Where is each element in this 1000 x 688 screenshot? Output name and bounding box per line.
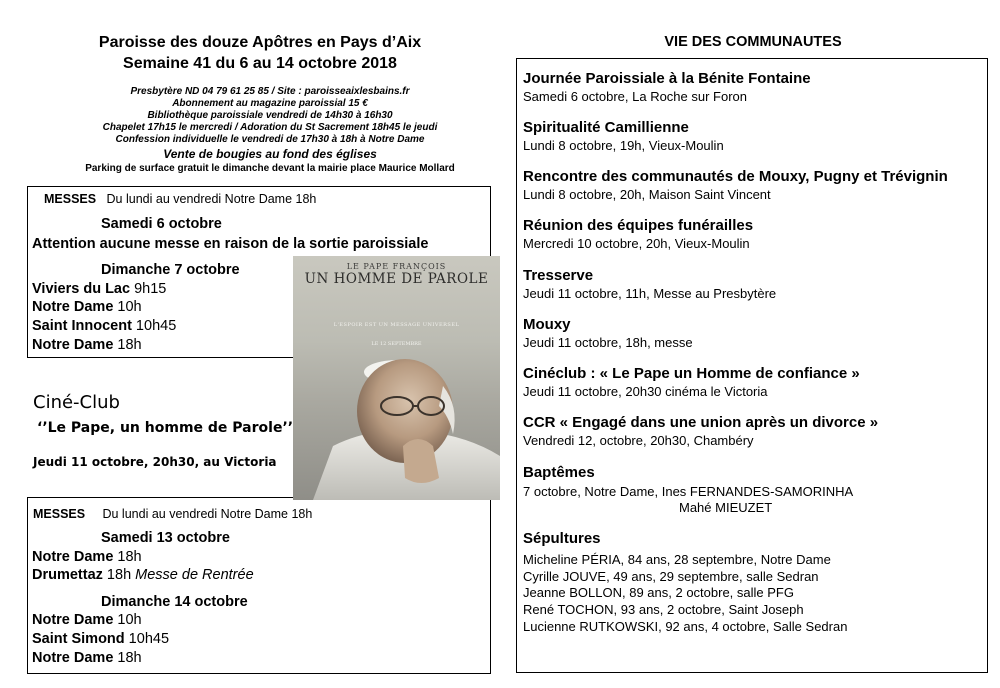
parish-title: Paroisse des douze Apôtres en Pays d’Aix (98, 34, 422, 51)
mass-place: Saint Simond (32, 631, 125, 647)
baptemes-title: Baptêmes (523, 464, 595, 481)
mass-place: Notre Dame (32, 612, 114, 628)
event-title: Cinéclub : « Le Pape un Homme de confiance » (523, 365, 860, 382)
sepulture-line: Lucienne RUTKOWSKI, 92 ans, 4 octobre, Salle Sedran (523, 619, 848, 634)
mass-line (32, 280, 166, 298)
event-title: Journée Paroissiale à la Bénite Fontaine (523, 70, 811, 87)
event-title: Mouxy (523, 316, 571, 333)
mass-time: 18h (102, 567, 136, 583)
event-title: Rencontre des communautés de Mouxy, Pugny et Trévignin (523, 168, 948, 185)
event-detail: Lundi 8 octobre, 19h, Vieux-Moulin (523, 138, 724, 153)
event-detail: Jeudi 11 octobre, 11h, Messe au Presbytère (523, 286, 777, 301)
mass-line (32, 548, 142, 566)
event-detail: Vendredi 12, octobre, 20h30, Chambéry (523, 433, 754, 448)
mass-place: Drumettaz (32, 567, 103, 583)
mass-time: 18h (113, 337, 142, 353)
sepultures-title: Sépultures (523, 530, 601, 547)
mass-line (32, 317, 176, 335)
saturday-note: Attention aucune messe en raison de la sortie paroissiale (32, 236, 429, 252)
sepulture-line: Jeanne BOLLON, 89 ans, 2 octobre, salle PFG (523, 585, 794, 600)
sepulture-line: Cyrille JOUVE, 49 ans, 29 septembre, salle Sedran (523, 569, 819, 584)
event-title: Réunion des équipes funérailles (523, 217, 754, 234)
poster-top-text: LE PAPE FRANÇOIS (346, 262, 447, 271)
mass-time: 9h15 (130, 281, 167, 297)
event-title: Tresserve (523, 267, 594, 284)
mass-line (32, 630, 169, 648)
mass-line (32, 336, 142, 354)
film-poster (293, 256, 500, 500)
mass-line (32, 649, 142, 667)
cineclub-date: Jeudi 11 octobre, 20h30, au Victoria (33, 455, 277, 469)
info-line: Abonnement au magazine paroissial 15 € (172, 98, 368, 109)
saturday-title: Samedi 13 octobre (101, 530, 230, 546)
sepulture-line: René TOCHON, 93 ans, 2 octobre, Saint Joseph (523, 602, 804, 617)
mass-time: 10h45 (124, 631, 170, 647)
bapteme-line: 7 octobre, Notre Dame, Ines FERNANDES-SAMORINHA (523, 484, 854, 499)
mass-line (32, 298, 142, 316)
messes-label: MESSES (44, 192, 97, 206)
weekday-masses: Du lundi au vendredi Notre Dame 18h (106, 192, 317, 206)
mass-place: Viviers du Lac (32, 281, 131, 297)
mass-note: Messe de Rentrée (135, 567, 254, 583)
candles-note: Vente de bougies au fond des églises (163, 147, 377, 161)
mass-time: 18h (113, 650, 142, 666)
pope-portrait-image (293, 256, 500, 500)
info-line: Chapelet 17h15 le mercredi / Adoration du St Sacrement 18h45 le jeudi (102, 122, 438, 133)
info-line: Confession individuelle le vendredi de 17h30 à 18h à Notre Dame (115, 134, 425, 145)
messes-weekday-line (33, 507, 312, 521)
sunday-title: Dimanche 7 octobre (101, 262, 240, 278)
mass-place: Notre Dame (32, 337, 114, 353)
mass-place: Notre Dame (32, 650, 114, 666)
info-line: Presbytère ND 04 79 61 25 85 / Site : paroisseaixlesbains.fr (130, 86, 410, 97)
cineclub-title: Ciné-Club (33, 392, 120, 413)
mass-place: Notre Dame (32, 549, 114, 565)
event-detail: Mercredi 10 octobre, 20h, Vieux-Moulin (523, 236, 750, 251)
saturday-title: Samedi 6 octobre (101, 216, 222, 232)
event-detail: Jeudi 11 octobre, 18h, messe (523, 335, 693, 350)
mass-time: 10h (113, 299, 142, 315)
sunday-title: Dimanche 14 octobre (101, 594, 248, 610)
week-title: Semaine 41 du 6 au 14 octobre 2018 (123, 55, 397, 72)
mass-time: 10h45 (131, 318, 177, 334)
bapteme-line: Mahé MIEUZET (679, 500, 773, 515)
mass-time: 10h (113, 612, 142, 628)
messes-label: MESSES (33, 507, 86, 521)
parking-note: Parking de surface gratuit le dimanche devant la mairie place Maurice Mollard (85, 163, 455, 174)
cineclub-film: ‘’Le Pape, un homme de Parole’’ (37, 420, 294, 436)
weekday-masses: Du lundi au vendredi Notre Dame 18h (102, 507, 313, 521)
poster-release: LE 12 SEPTEMBRE (371, 341, 422, 347)
mass-line (32, 566, 254, 584)
event-detail: Jeudi 11 octobre, 20h30 cinéma le Victoria (523, 384, 768, 399)
info-line: Bibliothèque paroissiale vendredi de 14h30 à 16h30 (147, 110, 393, 121)
poster-tagline: L'ESPOIR EST UN MESSAGE UNIVERSEL (333, 322, 460, 328)
event-detail: Samedi 6 octobre, La Roche sur Foron (523, 89, 748, 104)
event-detail: Lundi 8 octobre, 20h, Maison Saint Vincent (523, 187, 771, 202)
mass-time: 18h (113, 549, 142, 565)
section-heading: VIE DES COMMUNAUTES (664, 34, 842, 50)
mass-place: Notre Dame (32, 299, 114, 315)
event-title: CCR « Engagé dans une union après un divorce » (523, 414, 879, 431)
messes-weekday-line (44, 192, 316, 206)
event-title: Spiritualité Camillienne (523, 119, 689, 136)
poster-title: UN HOMME DE PAROLE (304, 271, 489, 287)
mass-place: Saint Innocent (32, 318, 132, 334)
mass-line (32, 611, 142, 629)
sepulture-line: Micheline PÉRIA, 84 ans, 28 septembre, Notre Dame (523, 552, 831, 567)
